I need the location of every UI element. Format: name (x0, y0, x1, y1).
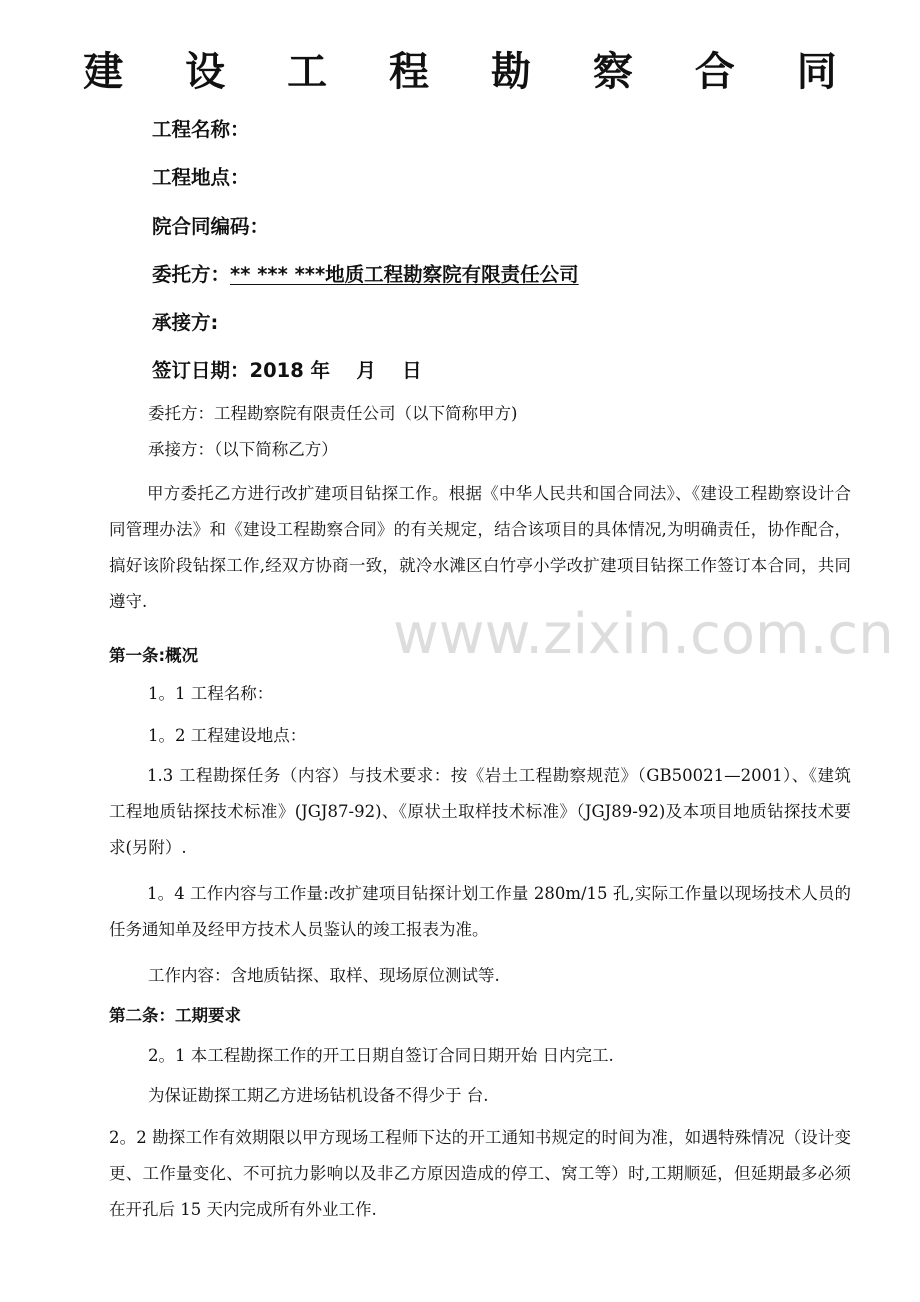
client-label: 委托方： (152, 263, 231, 286)
party-a-line: 委托方：工程勘察院有限责任公司（以下简称甲方) (148, 404, 518, 423)
section-2-heading: 第二条：工期要求 (109, 1006, 241, 1025)
project-location-field: 工程地点： (152, 166, 250, 189)
party-b-line: 承接方：（以下简称乙方） (148, 440, 338, 459)
watermark: www.zixin.com.cn (393, 602, 894, 667)
intro-paragraph: 甲方委托乙方进行改扩建项目钻探工作。根据《中华人民共和国合同法》、《建设工程勘察设计合同管理办法》和《建设工程勘察合同》的有关规定，结合该项目的具体情况,为明确责任，协作配合，搞好该阶段钻探工作,经双方协商一致，就冷水滩区白竹亭小学改扩建项目钻探工作签订本合同，共同遵守. (109, 484, 851, 611)
item-1-3: 1.3 工程勘探任务（内容）与技术要求：按《岩土工程勘察规范》（GB50021—2001）、《建筑工程地质钻探技术标准》(JGJ87-92)、《原状土取样技术标准》（JGJ89-92)及本项目地质钻探技术要求(另附）. (109, 766, 851, 857)
item-1-1: 1。1 工程名称： (148, 684, 274, 703)
equipment-line: 为保证勘探工期乙方进场钻机设备不得少于 台. (148, 1086, 489, 1105)
section-1-heading: 第一条:概况 (109, 646, 199, 665)
client-field (152, 261, 579, 289)
contractor-field: 承接方: (152, 311, 219, 334)
contract-number-field: 院合同编码： (152, 215, 270, 238)
item-1-2: 1。2 工程建设地点： (148, 726, 307, 745)
client-value: ** *** ***地质工程勘察院有限责任公司 (230, 263, 579, 286)
document-title: 建 设 工 程 勘 察 合 同 (83, 48, 861, 95)
sign-date-field: 签订日期：2018 年 月 日 (152, 359, 422, 382)
item-2-1: 2。1 本工程勘探工作的开工日期自签订合同日期开始 日内完工. (148, 1046, 614, 1065)
project-name-field: 工程名称： (152, 118, 250, 141)
item-2-2: 2。2 勘探工作有效期限以甲方现场工程师下达的开工通知书规定的时间为准，如遇特殊情况（设计变更、工作量变化、不可抗力影响以及非乙方原因造成的停工、窝工等）时,工期顺延，但延期最多必须在开孔后 15 天内完成所有外业工作. (109, 1128, 851, 1219)
item-1-4: 1。4 工作内容与工作量:改扩建项目钻探计划工作量 280m/15 孔,实际工作量以现场技术人员的任务通知单及经甲方技术人员鉴认的竣工报表为准。 (109, 884, 851, 939)
work-content-line: 工作内容：含地质钻探、取样、现场原位测试等. (148, 966, 500, 985)
